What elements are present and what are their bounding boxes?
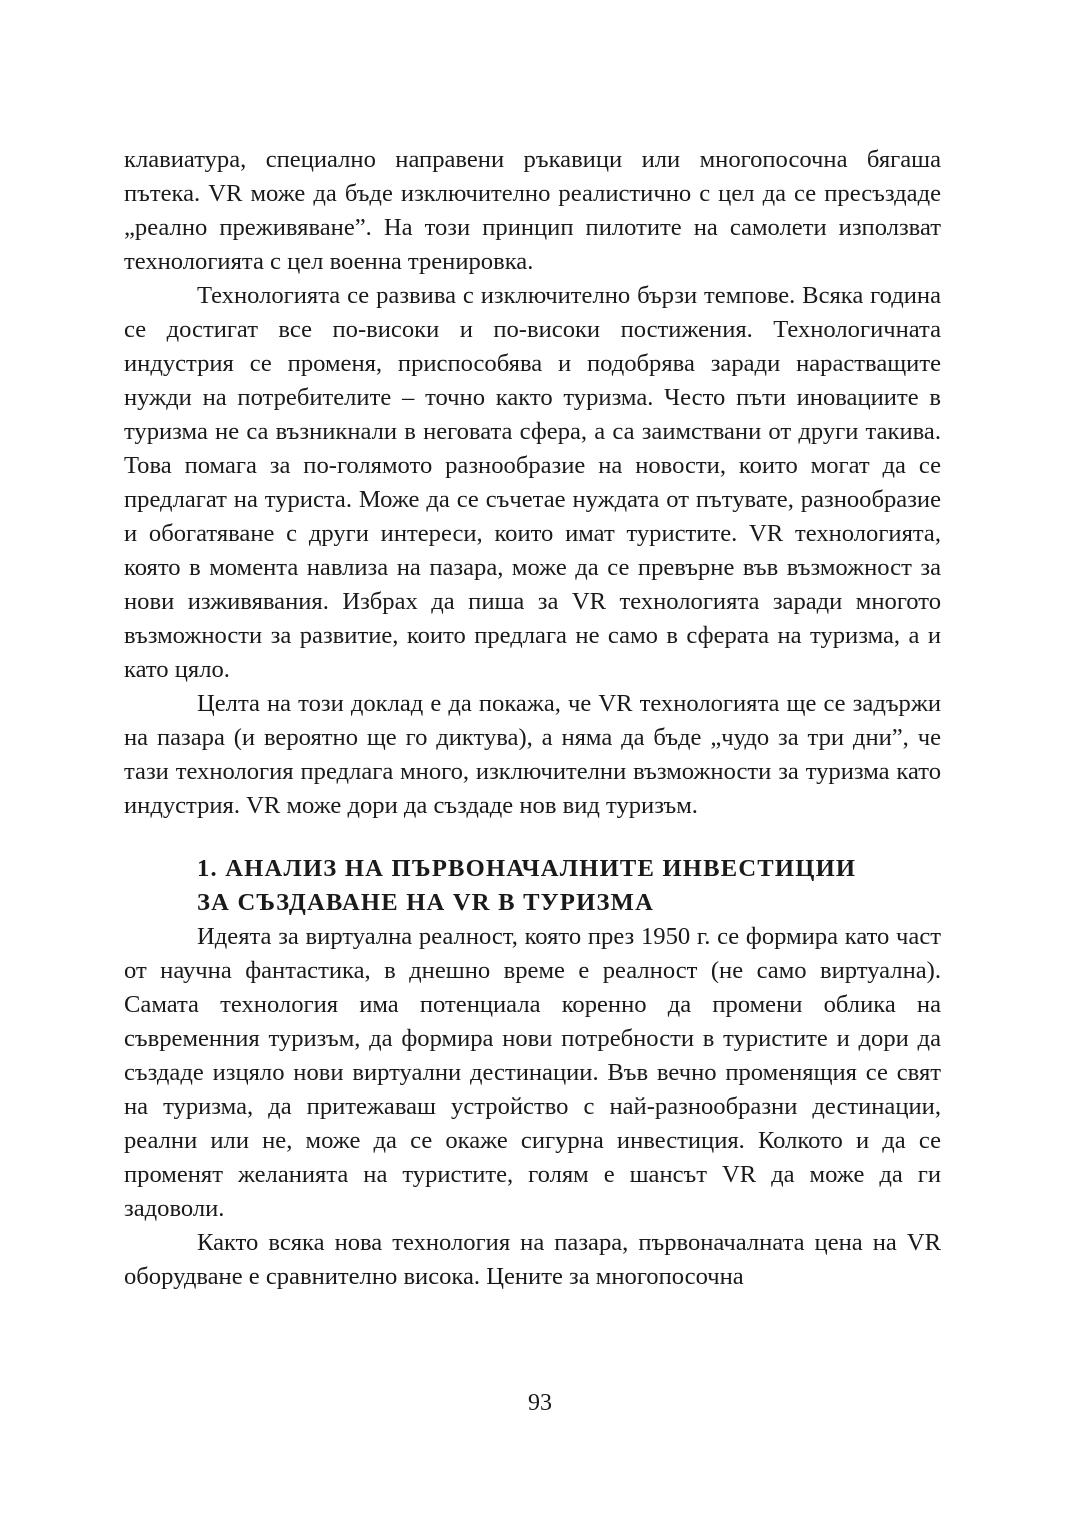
page-body: [124, 143, 941, 1294]
paragraph-vr-idea: Идеята за виртуална реалност, която през 1950 г. се формира като част от научна фантастика, в днешно време е реалност (не само виртуална). Самата технология има потенциала коренно да промени облика на съвременния туризъм, да формира нови потребности в туристите и дори да създаде изцяло нови виртуални дестинации. Във вечно променящия се свят на туризма, да притежаваш устройство с най-разнообразни дестинации, реални или не, може да се окаже сигурна инвестиция. Колкото и да се променят желанията на туристите, голям е шансът VR да може да ги задоволи.: [124, 923, 941, 1222]
paragraph-technology-development: Технологията се развива с изключително бързи темпове. Всяка година се достигат все по-високи и по-високи постижения. Технологичната индустрия се променя, приспособява и подобрява заради нарастващите нужди на потребителите – точно както туризма. Често пъти иновациите в туризма не са възникнали в неговата сфера, а са заимствани от други такива. Това помага за по-голямото разнообразие на новости, които могат да се предлагат на туриста. Може да се съчетае нуждата от пътувате, разнообразие и обогатяване с други интереси, които имат туристите. VR технологията, която в момента навлиза на пазара, може да се превърне във възможност за нови изживявания. Избрах да пиша за VR технологията заради многото възможности за развитие, които предлага не само в сферата на туризма, а и като цяло.: [124, 282, 941, 683]
paragraph-report-goal: Целта на този доклад е да покажа, че VR технологията ще се задържи на пазара (и вероятно ще го диктува), а няма да бъде „чудо за три дни”, че тази технология предлага много, изключителни възможности за туризма като индустрия. VR може дори да създаде нов вид туризъм.: [124, 690, 941, 819]
section-heading-line-1: 1. АНАЛИЗ НА ПЪРВОНАЧАЛНИТЕ ИНВЕСТИЦИИ: [197, 855, 857, 882]
section-heading: [124, 852, 941, 920]
section-heading-line-2: ЗА СЪЗДАВАНЕ НА VR В ТУРИЗМА: [197, 889, 655, 916]
paragraph-continuation: клавиатура, специално направени ръкавици или многопосочна бягаша пътека. VR може да бъде изключително реалистично с цел да се пресъздаде „реално преживяване”. На този принцип пилотите на самолети използват технологията с цел военна тренировка.: [124, 146, 941, 275]
paragraph-vr-cost: Както всяка нова технология на пазара, първоначалната цена на VR оборудване е сравнително висока. Цените за многопосочна: [124, 1229, 941, 1290]
intro-text: [124, 143, 941, 823]
section-text: [124, 920, 941, 1294]
page-number: 93: [528, 1390, 552, 1416]
